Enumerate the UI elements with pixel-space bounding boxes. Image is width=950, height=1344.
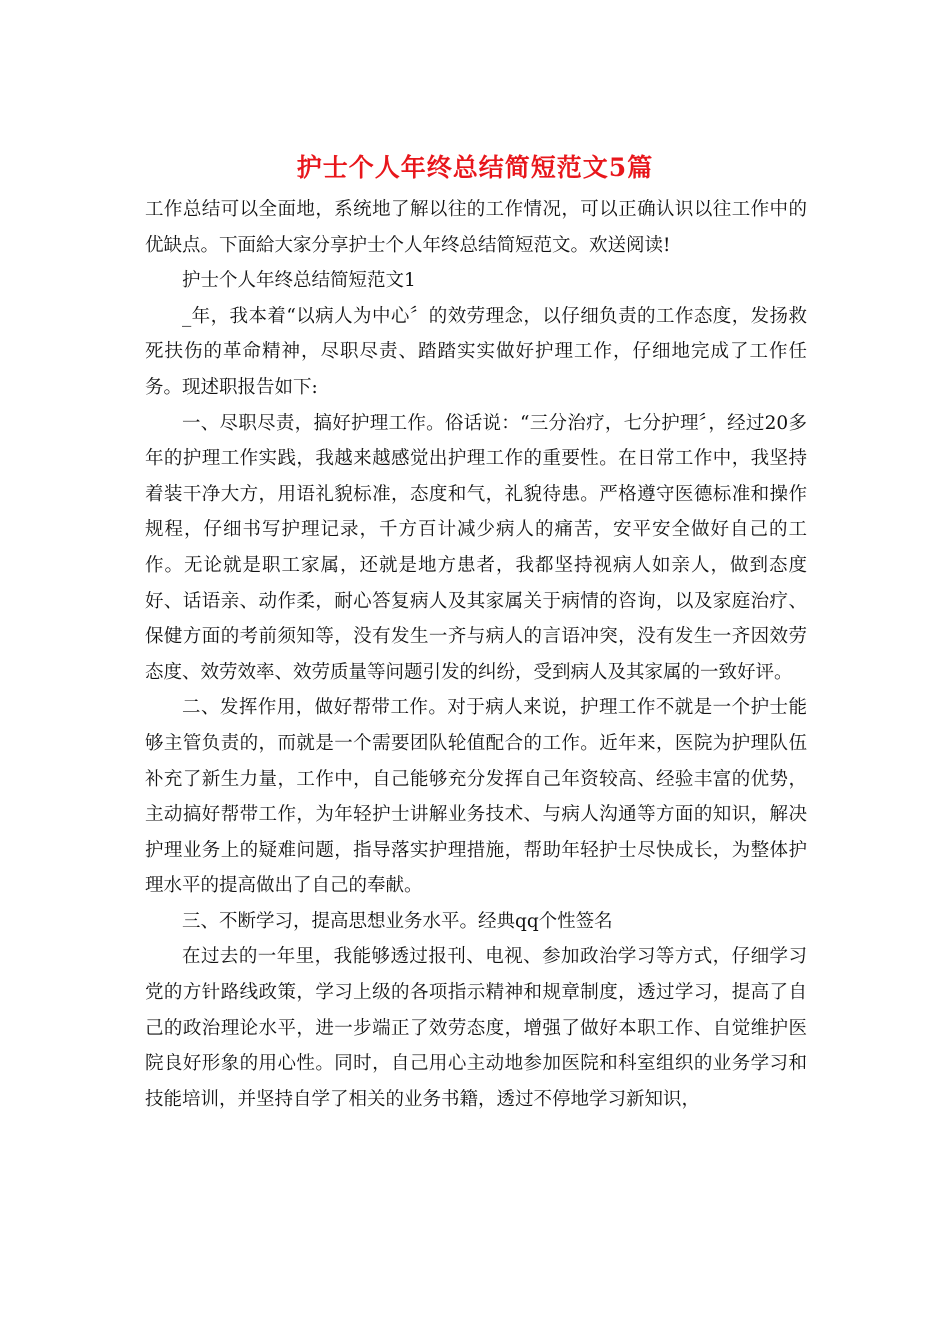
section-three-heading: 三、不断学习，提高思想业务水平。经典qq个性签名: [182, 910, 613, 932]
document-body: [145, 192, 807, 1117]
section-one-paragraph: 一、尽职尽责，搞好护理工作。俗话说：“三分治疗，七分护理〞，经过20多年的护理工作实践，我越来越感觉出护理工作的重要性。在日常工作中，我坚持着装干净大方，用语礼貌标准，态度和气，礼貌待患。严格遵守医德标准和操作规程，仔细书写护理记录，千方百计减少病人的痛苦，安平安全做好自己的工作。无论就是职工家属，还就是地方患者，我都坚持视病人如亲人，做到态度好、话语亲、动作柔，耐心答复病人及其家属关于病情的咨询，以及家庭治疗、保健方面的考前须知等，没有发生一齐与病人的言语冲突，没有发生一齐因效劳态度、效劳效率、效劳质量等问题引发的纠纷，受到病人及其家属的一致好评。: [145, 412, 807, 683]
section-subtitle: 护士个人年终总结简短范文1: [182, 270, 416, 292]
document-title: 护士个人年终总结简短范文5篇: [296, 153, 654, 182]
section-three-paragraph: 在过去的一年里，我能够透过报刊、电视、参加政治学习等方式，仔细学习党的方针路线政策，学习上级的各项指示精神和规章制度，透过学习，提高了自己的政治理论水平，进一步端正了效劳态度，增强了做好本职工作、自觉维护医院良好形象的用心性。同时，自己用心主动地参加医院和科室组织的业务学习和技能培训，并坚持自学了相关的业务书籍，透过不停地学习新知识，: [145, 946, 807, 1110]
section-two-paragraph: 二、发挥作用，做好帮带工作。对于病人来说，护理工作不就是一个护士能够主管负责的，而就是一个需要团队轮值配合的工作。近年来，医院为护理队伍补充了新生力量，工作中，自己能够充分发挥自己年资较高、经验丰富的优势，主动搞好帮带工作，为年轻护士讲解业务技术、与病人沟通等方面的知识，解决护理业务上的疑难问题，指导落实护理措施，帮助年轻护士尽快成长，为整体护理水平的提高做出了自己的奉献。: [145, 697, 807, 897]
opening-paragraph: _年，我本着“以病人为中心〞的效劳理念，以仔细负责的工作态度，发扬救死扶伤的革命精神，尽职尽责、踏踏实实做好护理工作，仔细地完成了工作任务。现述职报告如下:: [145, 305, 807, 398]
intro-paragraph: 工作总结可以全面地，系统地了解以往的工作情况，可以正确认识以往工作中的优缺点。下面給大家分享护士个人年终总结简短范文。欢送阅读!: [145, 199, 807, 256]
